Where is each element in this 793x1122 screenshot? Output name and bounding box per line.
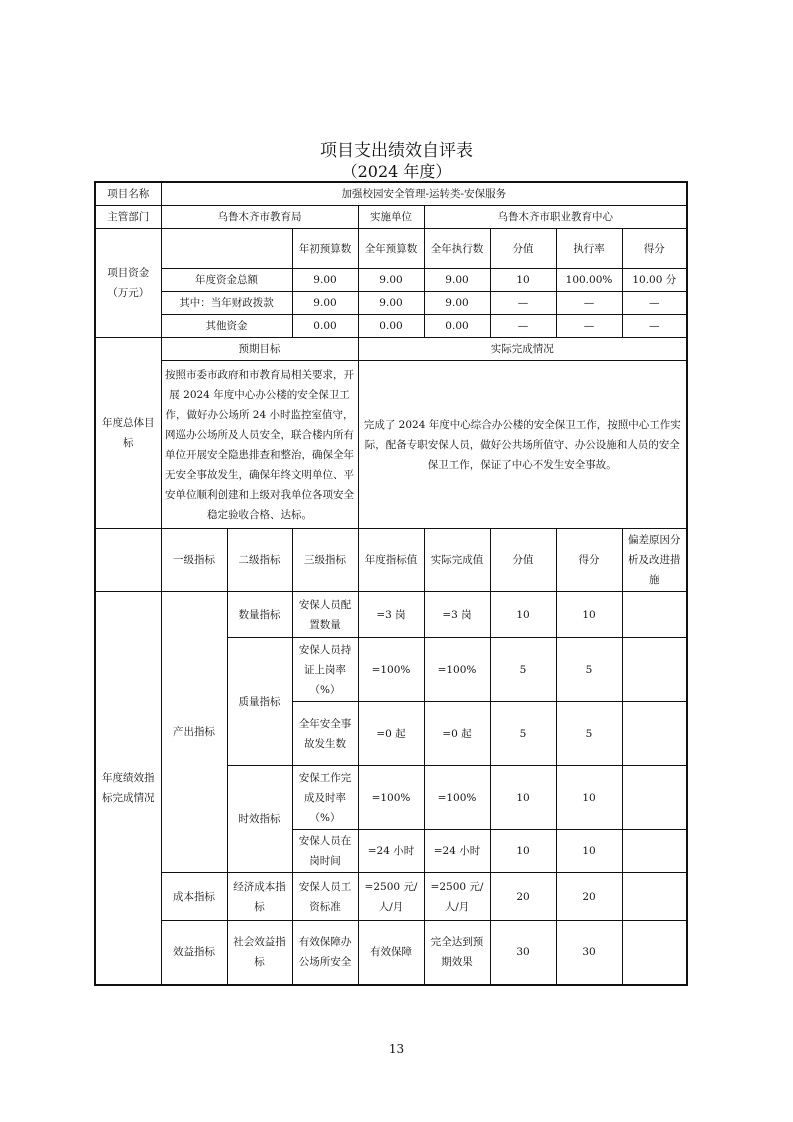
dept-row [95,206,687,229]
project-name-label: 项目名称 [95,182,161,206]
document-subtitle: （2024 年度） [341,162,452,181]
funds-header-blank [161,229,292,269]
indicator-header: 实际完成值 [424,529,490,592]
indicator-note [622,921,687,985]
indicator-row [95,592,687,638]
indicator-note [622,702,687,766]
level1-output: 产出指标 [161,592,227,873]
actual-result-text: 完成了 2024 年度中心综合办公楼的安全保卫工作，按照中心工作实际，配备专职安保人员，做好公共场所值守、办公设施和人员的安全保卫工作，保证了中心不发生安全事故。 [358,361,687,529]
funds-row [95,269,687,292]
indicator-score: 5 [556,702,622,766]
indicator-score-value: 5 [490,702,556,766]
indicator-score-value: 10 [490,592,556,638]
unit-label: 实施单位 [358,206,424,229]
funds-cell: — [556,292,622,315]
indicator-score: 10 [556,592,622,638]
funds-label: 项目资金（万元） [95,229,161,338]
indicator-target: =3 岗 [358,592,424,638]
funds-cell: 9.00 [292,269,358,292]
level1-benefit: 效益指标 [161,921,227,985]
funds-cell: — [556,315,622,338]
funds-row [95,292,687,315]
indicators-header-row [95,529,687,592]
indicator-score: 30 [556,921,622,985]
indicator-score-value: 30 [490,921,556,985]
goals-label: 年度总体目标 [95,338,161,529]
indicator-header: 年度指标值 [358,529,424,592]
indicator-note [622,766,687,830]
funds-row-label: 其他资金 [161,315,292,338]
funds-cell: 10 [490,269,556,292]
indicator-target: =24 小时 [358,830,424,873]
project-name-row [95,182,687,206]
level1-cost: 成本指标 [161,873,227,921]
indicator-target: =0 起 [358,702,424,766]
dept-label: 主管部门 [95,206,161,229]
indicator-name: 安保人员配置数量 [292,592,358,638]
indicator-header: 一级指标 [161,529,227,592]
indicator-header: 分值 [490,529,556,592]
funds-cell: 0.00 [424,315,490,338]
indicator-target: =100% [358,766,424,830]
funds-row [95,315,687,338]
indicator-header: 二级指标 [227,529,292,592]
expected-goal-text: 按照市委市政府和市教育局相关要求，开展 2024 年度中心办公楼的安全保卫工作，做好办公场所 24 小时监控室值守，网巡办公场所及人员安全，联合楼内所有单位开展安全隐患排查和整治，确保全年无安全事故发生，确保年终文明单位、平安单位顺利创建和上级对我单位各项安全稳定验收合格、达标。 [161,361,358,529]
funds-cell: 9.00 [358,292,424,315]
funds-header: 年初预算数 [292,229,358,269]
indicator-actual: =100% [424,638,490,702]
funds-cell: — [622,292,687,315]
indicator-note [622,638,687,702]
funds-cell: 0.00 [292,315,358,338]
funds-header: 分值 [490,229,556,269]
indicator-actual: =2500 元/人/月 [424,873,490,921]
indicator-note [622,873,687,921]
performance-table [94,181,688,986]
indicator-note [622,592,687,638]
level2-social-benefit: 社会效益指标 [227,921,292,985]
goals-header-row [95,338,687,361]
indicator-note [622,830,687,873]
funds-header-row [95,229,687,269]
funds-cell: 0.00 [358,315,424,338]
project-name-value: 加强校园安全管理-运转类-安保服务 [161,182,687,206]
indicators-label: 年度绩效指标完成情况 [95,592,161,985]
indicator-row [95,873,687,921]
indicator-header: 得分 [556,529,622,592]
level2-quantity: 数量指标 [227,592,292,638]
level2-timeliness: 时效指标 [227,766,292,873]
funds-header: 执行率 [556,229,622,269]
indicator-target: =2500 元/人/月 [358,873,424,921]
indicator-actual: =100% [424,766,490,830]
level2-economic-cost: 经济成本指标 [227,873,292,921]
indicator-name: 安保人员持证上岗率（%） [292,638,358,702]
funds-header: 全年预算数 [358,229,424,269]
indicator-actual: 完全达到预期效果 [424,921,490,985]
funds-row-label: 其中：当年财政拨款 [161,292,292,315]
dept-value: 乌鲁木齐市教育局 [161,206,358,229]
indicator-header: 三级指标 [292,529,358,592]
funds-cell: — [622,315,687,338]
unit-value: 乌鲁木齐市职业教育中心 [424,206,687,229]
funds-cell: — [490,315,556,338]
indicators-header-blank [95,529,161,592]
indicator-name: 安保工作完成及时率（%） [292,766,358,830]
funds-cell: 9.00 [424,269,490,292]
funds-cell: 9.00 [292,292,358,315]
expected-goal-header: 预期目标 [161,338,358,361]
indicator-score: 5 [556,638,622,702]
document-title: 项目支出绩效自评表 [320,141,473,161]
indicator-score: 10 [556,766,622,830]
indicator-score: 10 [556,830,622,873]
funds-cell: — [490,292,556,315]
funds-header: 得分 [622,229,687,269]
indicator-score-value: 20 [490,873,556,921]
indicator-score-value: 5 [490,638,556,702]
indicator-name: 安保人员工资标准 [292,873,358,921]
indicator-row [95,921,687,985]
level2-quality: 质量指标 [227,638,292,766]
funds-cell: 10.00 分 [622,269,687,292]
indicator-header: 偏差原因分析及改进措施 [622,529,687,592]
indicator-score: 20 [556,873,622,921]
funds-row-label: 年度资金总额 [161,269,292,292]
indicator-name: 安保人员在岗时间 [292,830,358,873]
indicator-name: 全年安全事故发生数 [292,702,358,766]
indicator-target: =100% [358,638,424,702]
funds-header: 全年执行数 [424,229,490,269]
funds-cell: 9.00 [424,292,490,315]
indicator-name: 有效保障办公场所安全 [292,921,358,985]
actual-result-header: 实际完成情况 [358,338,687,361]
indicator-actual: =24 小时 [424,830,490,873]
funds-cell: 100.00% [556,269,622,292]
indicator-score-value: 10 [490,830,556,873]
goals-content-row [95,361,687,529]
funds-cell: 9.00 [358,269,424,292]
indicator-actual: =0 起 [424,702,490,766]
indicator-score-value: 10 [490,766,556,830]
page-number: 13 [388,1042,405,1056]
indicator-target: 有效保障 [358,921,424,985]
indicator-actual: =3 岗 [424,592,490,638]
